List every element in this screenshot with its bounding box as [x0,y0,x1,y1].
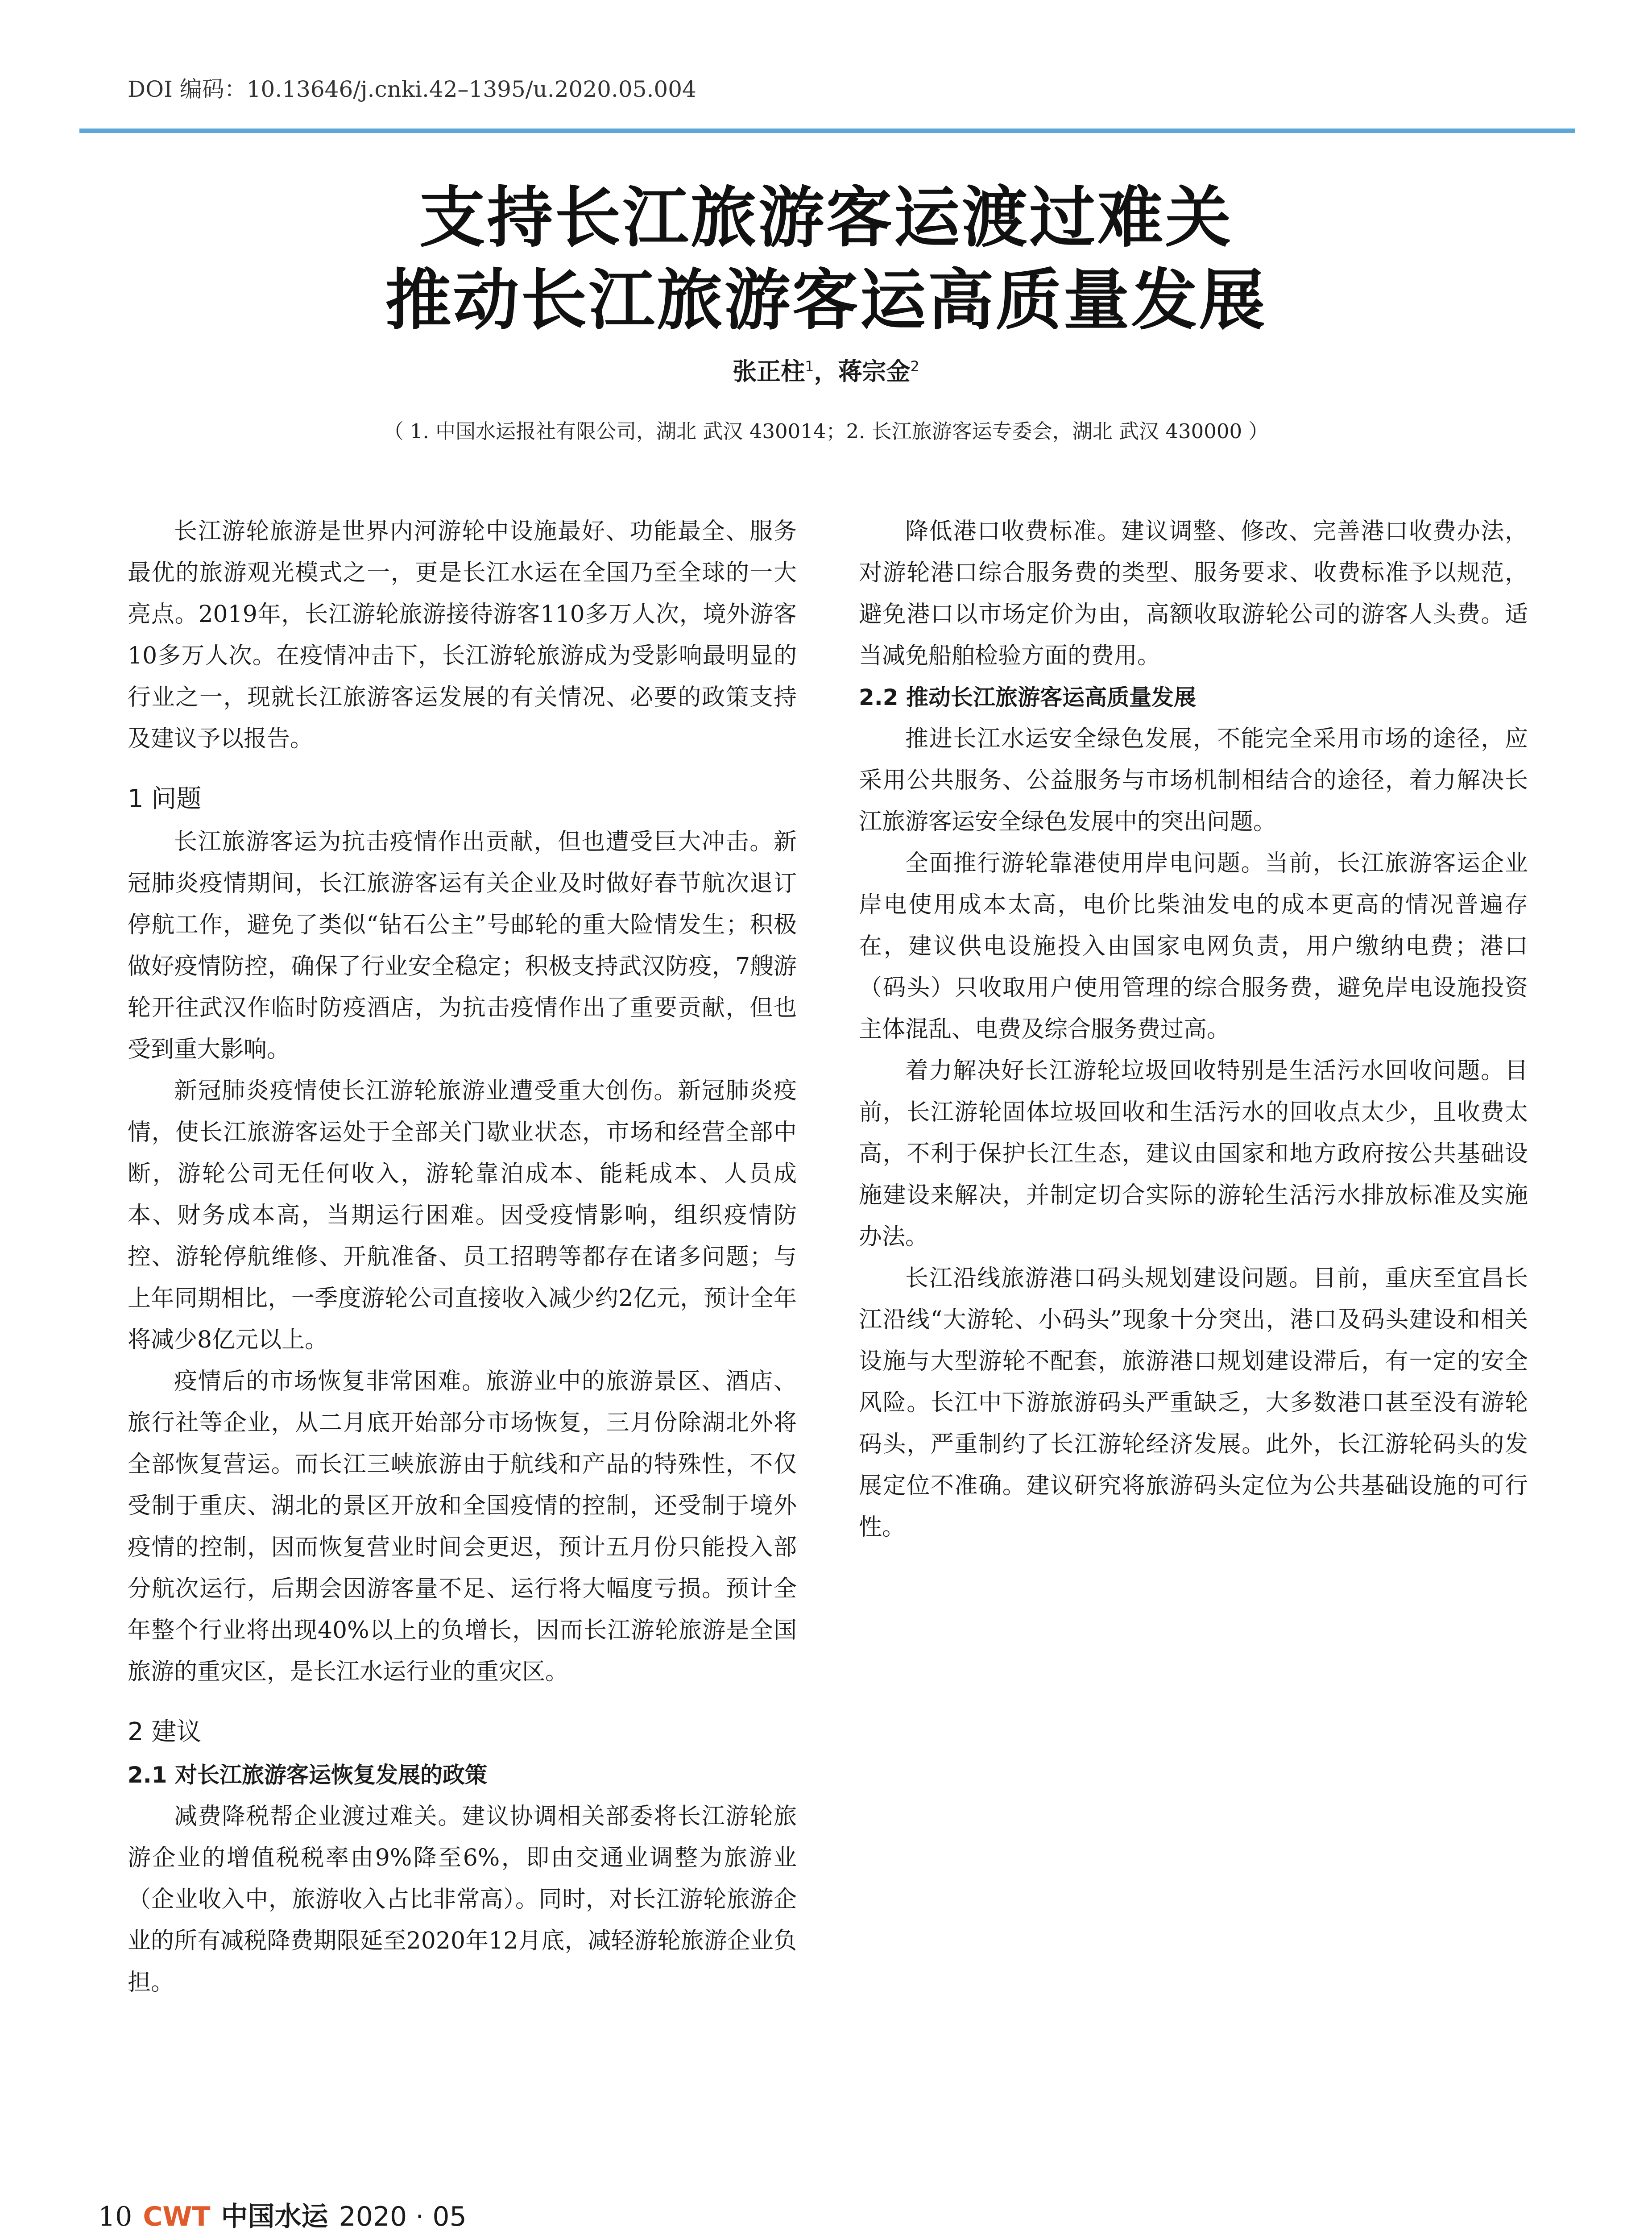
journal-name: 中国水运 [221,2201,328,2231]
header-rule [79,129,1575,133]
subsection-heading-2-2: 2.2 推动长江旅游客运高质量发展 [859,684,1196,710]
author-list [0,352,1652,387]
body-paragraph: 全面推行游轮靠港使用岸电问题。当前，长江旅游客运企业岸电使用成本太高，电价比柴油发电的成本更高的情况普遍存在，建议供电设施投入由国家电网负责，用户缴纳电费；港口（码头）只收取用户使用管理的综合服务费，避免岸电设施投资主体混乱、电费及综合服务费过高。 [859,850,1528,1043]
doi-code: DOI 编码：10.13646/j.cnki.42–1395/u.2020.05.004 [128,76,696,102]
journal-brand-logo: CWT [143,2201,211,2231]
body-paragraph: 着力解决好长江游轮垃圾回收特别是生活污水回收问题。目前，长江游轮固体垃圾回收和生活污水的回收点太少，且收费太高，不利于保护长江生态，建议由国家和地方政府按公共基础设施建设来解决，并制定切合实际的游轮生活污水排放标准及实施办法。 [859,1057,1528,1250]
body-paragraph: 疫情后的市场恢复非常困难。旅游业中的旅游景区、酒店、旅行社等企业，从二月底开始部分市场恢复，三月份除湖北外将全部恢复营运。而长江三峡旅游由于航线和产品的特殊性，不仅受制于重庆、湖北的景区开放和全国疫情的控制，还受制于境外疫情的控制，因而恢复营业时间会更迟，预计五月份只能投入部分航次运行，后期会因游客量不足、运行将大幅度亏损。预计全年整个行业将出现40%以上的负增长，因而长江游轮旅游是全国旅游的重灾区，是长江水运行业的重灾区。 [128,1368,797,1685]
subsection-heading-2-1: 2.1 对长江旅游客运恢复发展的政策 [128,1762,487,1788]
body-paragraph: 降低港口收费标准。建议调整、修改、完善港口收费办法，对游轮港口综合服务费的类型、服务要求、收费标准予以规范，避免港口以市场定价为由，高额收取游轮公司的游客人头费。适当减免船舶检验方面的费用。 [859,518,1528,669]
journal-issue: 2020 · 05 [339,2201,467,2231]
body-paragraph: 新冠肺炎疫情使长江游轮旅游业遭受重大创伤。新冠肺炎疫情，使长江旅游客运处于全部关门歇业状态，市场和经营全部中断，游轮公司无任何收入，游轮靠泊成本、能耗成本、人员成本、财务成本高，当期运行困难。因受疫情影响，组织疫情防控、游轮停航维修、开航准备、员工招聘等都存在诸多问题；与上年同期相比，一季度游轮公司直接收入减少约2亿元，预计全年将减少8亿元以上。 [128,1078,797,1353]
body-paragraph: 减费降税帮企业渡过难关。建议协调相关部委将长江游轮旅游企业的增值税税率由9%降至6%，即由交通业调整为旅游业（企业收入中，旅游收入占比非常高）。同时，对长江游轮旅游企业的所有减税降费期限延至2020年12月底，减轻游轮旅游企业负担。 [128,1803,797,1996]
intro-paragraph: 长江游轮旅游是世界内河游轮中设施最好、功能最全、服务最优的旅游观光模式之一，更是长江水运在全国乃至全球的一大亮点。2019年，长江游轮旅游接待游客110多万人次，境外游客10多万人次。在疫情冲击下，长江游轮旅游成为受影响最明显的行业之一，现就长江旅游客运发展的有关情况、必要的政策支持及建议予以报告。 [128,518,797,752]
section-heading-1: 1 问题 [128,784,202,813]
author-name: 张正柱 [733,357,805,386]
body-paragraph: 长江沿线旅游港口码头规划建设问题。目前，重庆至宜昌长江沿线“大游轮、小码头”现象十分突出，港口及码头建设和相关设施与大型游轮不配套，旅游港口规划建设滞后，有一定的安全风险。长江中下游旅游码头严重缺乏，大多数港口甚至没有游轮码头，严重制约了长江游轮经济发展。此外，长江游轮码头的发展定位不准确。建议研究将旅游码头定位为公共基础设施的可行性。 [859,1265,1528,1541]
author-name: 蒋宗金 [838,357,911,386]
left-column [128,511,797,2003]
body-paragraph: 长江旅游客运为抗击疫情作出贡献，但也遭受巨大冲击。新冠肺炎疫情期间，长江旅游客运有关企业及时做好春节航次退订停航工作，避免了类似“钻石公主”号邮轮的重大险情发生；积极做好疫情防控，确保了行业安全稳定；积极支持武汉防疫，7艘游轮开往武汉作临时防疫酒店，为抗击疫情作出了重要贡献，但也受到重大影响。 [128,829,797,1063]
article-title-line2: 推动长江旅游客运高质量发展 [385,261,1267,339]
author-affiliations: （ 1. 中国水运报社有限公司，湖北 武汉 430014；2. 长江旅游客运专委会，湖北 武汉 430000 ） [383,419,1269,443]
page-footer [98,2195,467,2231]
affiliation-mark: 2 [910,358,919,375]
body-paragraph: 推进长江水运安全绿色发展，不能完全采用市场的途径，应采用公共服务、公益服务与市场机制相结合的途径，着力解决长江旅游客运安全绿色发展中的突出问题。 [859,726,1528,835]
author-separator: ， [814,357,838,386]
page-number: 10 [98,2201,132,2231]
section-heading-2: 2 建议 [128,1717,202,1746]
affiliation-mark: 1 [805,358,814,375]
article-title-line1: 支持长江旅游客运渡过难关 [419,178,1233,256]
right-column [859,511,1528,1548]
